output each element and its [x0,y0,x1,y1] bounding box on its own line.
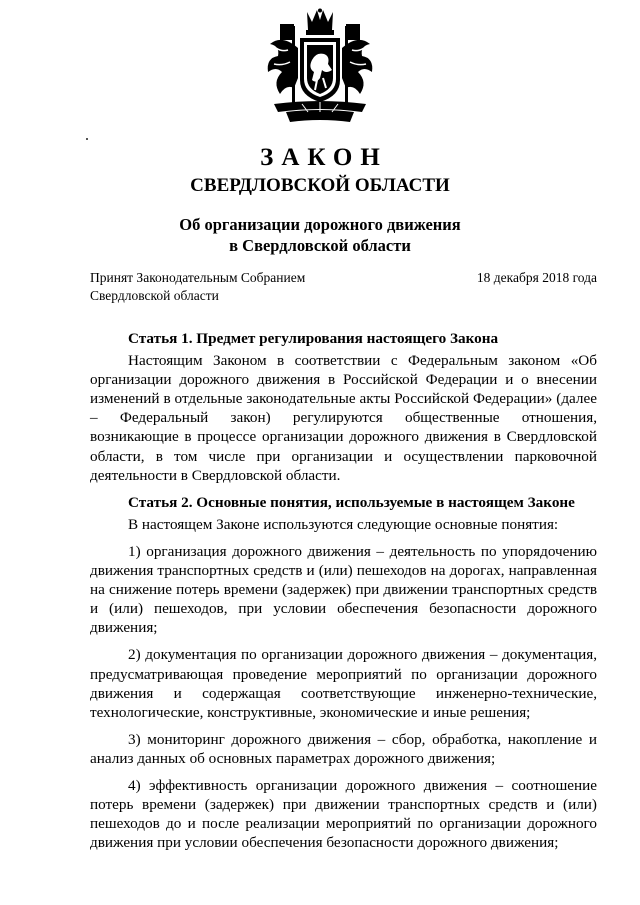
definition-item: 1) организация дорожного движения – деятельность по упорядочению движения транспортных средств и (или) пешеходов на дорогах, направленная на снижение потерь времени (задержек) при движении транспортных средств и (или) пешеходов, при условии обеспечения безопасности дорожного движения; [90,542,597,637]
scan-dot [86,138,88,140]
definition-item: 2) документация по организации дорожного движения – документация, предусматривающая проведение мероприятий по организации дорожного движения и содержащая соответствующие инженерно-технические, технологические, конструктивные, экономические и иные решения; [90,646,597,721]
law-title-line-2: в Свердловской области [229,236,411,255]
definition-item: 4) эффективность организации дорожного движения – соотношение потерь времени (задержек) при движении транспортных средств и (или) пешеходов до и после реализации мероприятий по организации дорожного движения при условии обеспечения безопасности дорожного движения; [90,776,597,852]
adoption-body [90,269,305,305]
coat-of-arms-icon [262,8,378,126]
adoption-body-line-2: Свердловской области [90,288,219,303]
document-type: ЗАКОН [260,144,388,171]
article-1-text: Настоящим Законом в соответствии с Федеральным законом «Об организации дорожного движения в Российской Федерации и о внесении изменений в отдельные законодательные акты Российской Федерации» (далее – Федеральный закон) регулируются общественные отношения, возникающие в процессе организации дорожного движения в Свердловской области, в том числе при организации и осуществлении парковочной деятельности в Свердловской области. [90,352,597,484]
law-title-line-1: Об организации дорожного движения [179,215,461,234]
adoption-body-line-1: Принят Законодательным Собранием [90,270,306,285]
law-body [90,329,597,860]
article-2-heading: Статья 2. Основные понятия, используемые в настоящем Законе [128,493,575,511]
article-1-heading: Статья 1. Предмет регулирования настоящего Закона [128,330,499,347]
law-title [0,214,640,256]
definition-item: 3) мониторинг дорожного движения – сбор, обработка, накопление и анализ данных об основных параметрах дорожного движения; [90,730,597,767]
issuing-region: СВЕРДЛОВСКОЙ ОБЛАСТИ [190,175,450,196]
adoption-date: 18 декабря 2018 года [476,270,597,285]
article-2-intro: В настоящем Законе используются следующие основные понятия: [128,515,559,533]
